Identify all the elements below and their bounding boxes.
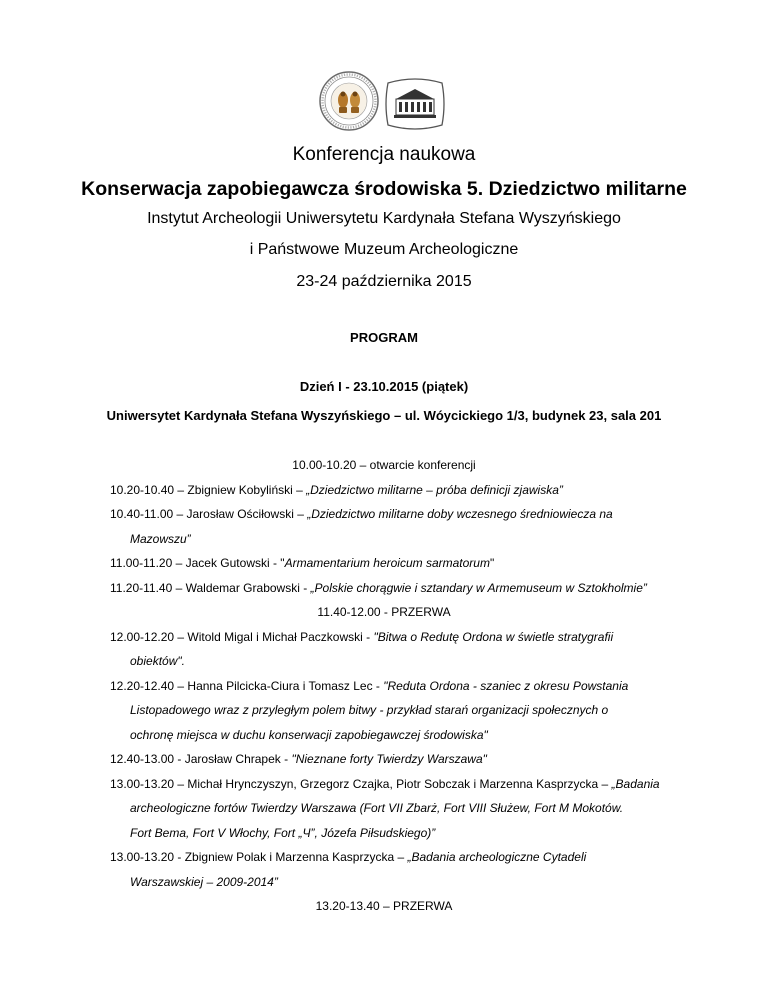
agenda-item: 11.00-11.20 – Jacek Gutowski - "Armamentarium heroicum sarmatorum": [110, 556, 495, 570]
university-seal-icon: [318, 70, 380, 132]
agenda-item-continuation: archeologiczne fortów Twierdzy Warszawa (Fort VII Zbarż, Fort VIII Służew, Fort M Mokotów.: [130, 801, 624, 815]
venue-line: Uniwersytet Kardynała Stefana Wyszyńskiego – ul. Wóycickiego 1/3, budynek 23, sala 201: [106, 408, 662, 423]
agenda-item: 10.40-11.00 – Jarosław Ościłowski – „Dziedzictwo militarne doby wczesnego średniowiecza na: [110, 507, 613, 521]
agenda-item: 12.00-12.20 – Witold Migal i Michał Paczkowski - "Bitwa o Redutę Ordona w świetle stratygrafii: [110, 629, 614, 644]
agenda-item-continuation: ochronę miejsca w duchu konserwacji zapobiegawczej środowiska": [130, 727, 488, 742]
agenda-item-continuation: Listopadowego wraz z przyległym polem bitwy - przykład starań organizacji społecznych o: [130, 703, 609, 717]
agenda-list: [0, 453, 768, 919]
agenda-item-continuation: Fort Bema, Fort V Włochy, Fort „Ч”, Józefa Piłsudskiego)”: [130, 825, 436, 840]
agenda-item-break: 11.40-12.00 - PRZERWA: [317, 605, 451, 619]
day-heading: Dzień I - 23.10.2015 (piątek): [299, 379, 469, 394]
agenda-item: 12.40-13.00 - Jarosław Chrapek - "Nieznane forty Twierdzy Warszawa": [110, 752, 487, 766]
conference-subtitle: Konferencja naukowa: [292, 144, 476, 165]
logo-bar: [0, 70, 768, 142]
agenda-item: 10.20-10.40 – Zbigniew Kobyliński – „Dziedzictwo militarne – próba definicji zjawiska”: [110, 482, 563, 497]
conference-title: Konserwacja zapobiegawcza środowiska 5. Dziedzictwo militarne: [81, 178, 687, 200]
agenda-item: 13.00-13.20 – Michał Hrynczyszyn, Grzegorz Czajka, Piotr Sobczak i Marzenna Kasprzycka – „Badania: [110, 776, 660, 791]
organizer-line-1: Instytut Archeologii Uniwersytetu Kardynała Stefana Wyszyńskiego: [147, 210, 621, 227]
museum-building-icon: [382, 73, 448, 135]
agenda-item-continuation: Mazowszu”: [130, 531, 191, 546]
program-heading: PROGRAM: [350, 330, 418, 345]
agenda-item: 11.20-11.40 – Waldemar Grabowski - „Polskie chorągwie i sztandary w Armemuseum w Sztokholmie”: [110, 580, 647, 595]
agenda-item-break: 13.20-13.40 – PRZERWA: [315, 899, 453, 913]
conference-dates: 23-24 października 2015: [296, 273, 472, 290]
agenda-item-continuation: obiektów".: [130, 654, 185, 668]
agenda-item: 13.00-13.20 - Zbigniew Polak i Marzenna Kasprzycka – „Badania archeologiczne Cytadeli: [110, 850, 587, 864]
agenda-item: 12.20-12.40 – Hanna Pilcicka-Ciura i Tomasz Lec - "Reduta Ordona - szaniec z okresu Powstania: [110, 678, 629, 693]
agenda-item-continuation: Warszawskiej – 2009-2014”: [130, 874, 278, 889]
organizer-line-2: i Państwowe Muzeum Archeologiczne: [249, 241, 519, 258]
agenda-item-opening: 10.00-10.20 – otwarcie konferencji: [292, 458, 476, 472]
